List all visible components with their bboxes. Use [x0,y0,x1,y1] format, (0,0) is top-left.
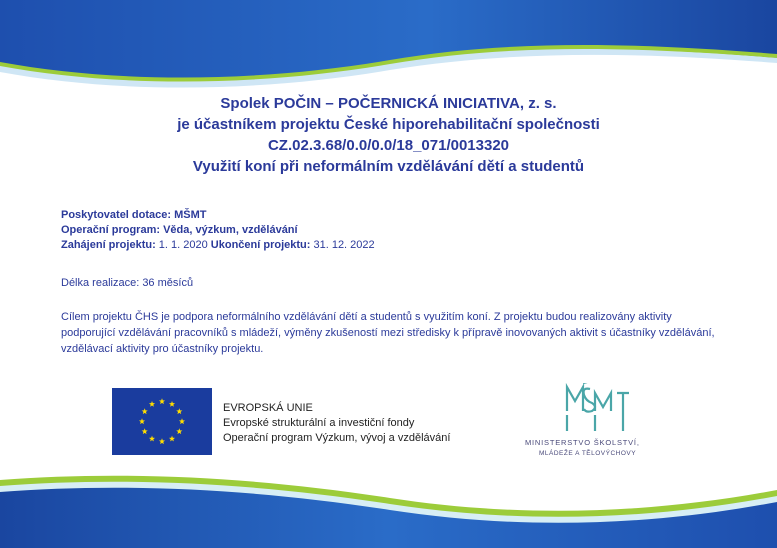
project-info [61,208,375,253]
end-value: 31. 12. 2022 [310,239,375,251]
msmt-line-2: MLÁDEŽE A TĚLOVÝCHOVY [539,450,637,457]
title-line-3: CZ.02.3.68/0.0/0.0/18_071/0013320 [267,137,510,154]
start-value: 1. 1. 2020 [155,239,211,251]
program-text: Operační program: Věda, výzkum, vzdělávání [61,224,298,236]
title-block [0,93,777,177]
eu-text-block [223,401,450,446]
eu-program: Operační program Výzkum, vývoj a vzdělávání [223,432,451,444]
top-wave-decoration [0,0,777,95]
description-text: Cílem projektu ČHS je podpora neformálního vzdělávání dětí a studentů s využitím koní. Z projektu budou realizovány aktivity podporující vzdělávání pracovníků s mládeží, výměny zkušeností mezi středisky k přípravě inovovaných aktivit s účastníky vzdělávání, vzdělávací aktivity pro účastníky projektu. [61,311,715,355]
bottom-wave-decoration [0,468,777,548]
msmt-logo [520,383,675,463]
eu-funds: Evropské strukturální a investiční fondy [223,417,415,429]
duration-text: Délka realizace: 36 měsíců [61,277,194,289]
msmt-logo-mark [567,383,629,431]
start-label: Zahájení projektu: [61,239,156,251]
end-label: Ukončení projektu: [210,239,311,251]
title-line-1: Spolek POČIN – POČERNICKÁ INICIATIVA, z. s. [220,95,557,112]
title-line-4: Využití koní při neformálním vzdělávání dětí a studentů [192,158,585,175]
provider-text: Poskytovatel dotace: MŠMT [61,209,207,221]
msmt-line-1: MINISTERSTVO ŠKOLSTVÍ, [525,438,640,447]
title-line-2: je účastníkem projektu České hiporehabilitační společnosti [177,116,600,133]
eu-title: EVROPSKÁ UNIE [223,402,313,414]
eu-flag-icon [112,388,212,455]
